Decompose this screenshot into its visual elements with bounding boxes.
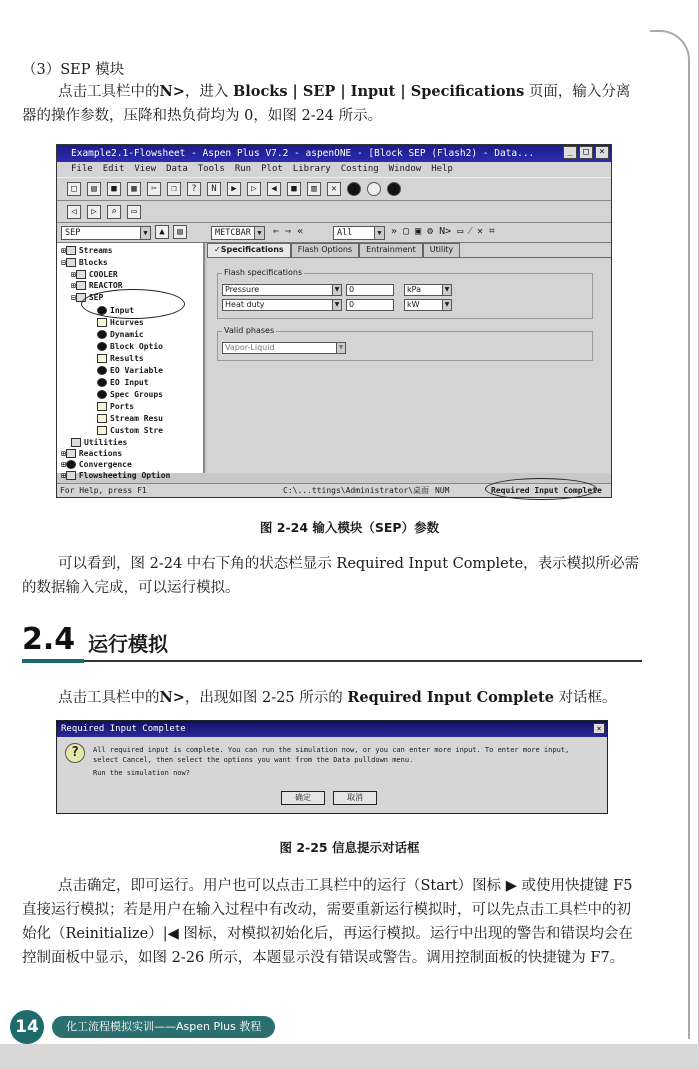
main-toolbar	[57, 177, 611, 201]
menubar	[57, 162, 611, 177]
page-corner	[650, 30, 690, 70]
figure-2-24-caption: 图 2-24 输入模块（SEP）参数	[259, 520, 440, 535]
tab-utility[interactable]: Utility	[423, 243, 461, 257]
tree-cooler[interactable]: ⊞ COOLER	[71, 270, 118, 279]
nav-arrows-icon[interactable]: ⇐ ⇒ «	[273, 226, 304, 237]
valid-phases-select[interactable]: Vapor-Liquid ▼	[222, 342, 346, 354]
menu-file[interactable]: File	[71, 164, 93, 174]
book-title: 化工流程模拟实训——Aspen Plus 教程	[52, 1016, 275, 1038]
page-edge	[688, 68, 690, 1039]
save-icon[interactable]: ■	[107, 182, 121, 196]
status-required: Required Input Complete	[491, 486, 602, 495]
section-title: 运行模拟	[88, 632, 168, 656]
up-folder-icon[interactable]: ▲	[155, 225, 169, 239]
tree-toggle-icon[interactable]: ▤	[173, 225, 187, 239]
stop-icon[interactable]: ■	[287, 182, 301, 196]
spec-1-select[interactable]: Pressure ▼	[222, 284, 342, 296]
next-icon[interactable]: N	[207, 182, 221, 196]
status-dot-icon	[347, 182, 361, 196]
tree-blocks[interactable]: ⊟ Blocks	[61, 258, 108, 267]
nav-more-icon[interactable]: » ▢ ▣ ⚙ N> ▭ ⁄ ✕ ⌗	[391, 226, 495, 237]
tree-reactions[interactable]: ⊞ Reactions	[61, 449, 123, 458]
maximize-button[interactable]: □	[579, 146, 593, 159]
section-3-paragraph: 点击工具栏中的N>，进入 Blocks | SEP | Input | Specifications 页面，输入分离器的操作参数，压降和热负荷均为 0，如图 2-24 所示。	[22, 83, 631, 124]
window-title: Example2.1-Flowsheet - Aspen Plus V7.2 - aspenONE - [Block SEP (Flash2) - Data...	[71, 148, 535, 159]
tree-streams[interactable]: ⊞ Streams	[61, 246, 113, 255]
heading-accent	[22, 659, 84, 663]
tree-utilities[interactable]: Utilities	[71, 437, 127, 448]
page-number: 14	[10, 1010, 44, 1044]
back-icon[interactable]: ◁	[67, 205, 81, 219]
cancel-button[interactable]: 取消	[333, 791, 377, 805]
menu-run[interactable]: Run	[234, 164, 252, 174]
cut-icon[interactable]: ✂	[147, 182, 161, 196]
menu-plot[interactable]: Plot	[261, 164, 283, 174]
tree-input[interactable]: Input	[97, 305, 134, 316]
close-doc-icon[interactable]: ✕	[327, 182, 341, 196]
block-select[interactable]: SEP ▼	[61, 226, 151, 240]
tree-block-options[interactable]: Block Optio	[97, 341, 163, 352]
menu-help[interactable]: Help	[431, 164, 453, 174]
tab-flash-options[interactable]: Flash Options	[291, 243, 359, 257]
status-bar	[57, 483, 611, 497]
status-dot2-icon	[387, 182, 401, 196]
tree-reactor[interactable]: ⊞ REACTOR	[71, 281, 123, 290]
units-select[interactable]: METCBAR ▼	[211, 226, 265, 240]
layout-icon[interactable]: ▭	[127, 205, 141, 219]
menu-view[interactable]: View	[134, 164, 157, 174]
required-input-dialog	[56, 720, 608, 814]
window-titlebar	[57, 145, 611, 162]
tab-specifications[interactable]: ✓Specifications	[207, 243, 291, 257]
spec-2-select[interactable]: Heat duty ▼	[222, 299, 342, 311]
tree-results[interactable]: Results	[97, 353, 144, 364]
help-icon[interactable]: ?	[187, 182, 201, 196]
tree-custom-stream[interactable]: Custom Stre	[97, 425, 163, 436]
menu-edit[interactable]: Edit	[102, 164, 125, 174]
annotation-ellipse-status	[485, 478, 597, 500]
figure-2-25-caption: 图 2-25 信息提示对话框	[279, 840, 420, 855]
status-help: For Help, press F1	[60, 486, 147, 495]
status-circle-icon	[367, 182, 381, 196]
section-3-heading-text: （3）SEP 模块	[22, 62, 125, 78]
tree-sep[interactable]: ⊟ SEP	[71, 293, 104, 302]
dialog-message: All required input is complete. You can run the simulation now, or you can enter more input. To enter more input, select Cancel, then select the options you want from the Data pulldown menu.	[93, 746, 570, 764]
section-number: 2.4	[22, 622, 76, 657]
tree-stream-results[interactable]: Stream Resu	[97, 413, 163, 424]
section-2-4-heading	[22, 622, 642, 662]
bottom-strip	[0, 1044, 699, 1069]
print-icon[interactable]: ▦	[127, 182, 141, 196]
tree-hcurves[interactable]: Hcurves	[97, 317, 144, 328]
minimize-button[interactable]: _	[563, 146, 577, 159]
spec-2-value[interactable]: 0	[346, 299, 394, 311]
menu-library[interactable]: Library	[292, 164, 331, 174]
menu-window[interactable]: Window	[388, 164, 422, 174]
status-path: C:\...ttings\Administrator\桌面	[283, 486, 430, 495]
dialog-question: Run the simulation now?	[93, 769, 190, 777]
dialog-titlebar	[57, 721, 607, 737]
new-file-icon[interactable]: □	[67, 182, 81, 196]
valid-phases-group: Valid phases Vapor-Liquid ▼	[217, 331, 593, 361]
spec-1-unit[interactable]: kPa ▼	[404, 284, 452, 296]
open-file-icon[interactable]: ▤	[87, 182, 101, 196]
para-run: 点击工具栏中的N>，出现如图 2-25 所示的 Required Input Complete 对话框。	[58, 689, 617, 706]
menu-tools[interactable]: Tools	[197, 164, 225, 174]
menu-data[interactable]: Data	[166, 164, 188, 174]
tree-spec-groups[interactable]: Spec Groups	[97, 389, 163, 400]
ok-button[interactable]: 确定	[281, 791, 325, 805]
copy-icon[interactable]: ❐	[167, 182, 181, 196]
spec-1-value[interactable]: 0	[346, 284, 394, 296]
tree-flowsheeting[interactable]: ⊞ Flowsheeting Option	[61, 471, 171, 480]
para-final: 点击确定，即可运行。用户也可以点击工具栏中的运行（Start）图标 ▶ 或使用快捷键 F5 直接运行模拟；若是用户在输入过程中有改动，需要重新运行模拟时，可以先点击工具栏中的初始化（Reinitialize）|◀ 图标，对模拟初始化后，再运行模拟。运行中出现的警告和错误均会在控制面板中显示，如图 2-26 所示，本题显示没有错误或警告。调用控制面板的快捷键为 F7。	[22, 878, 633, 966]
specifications-panel	[207, 243, 611, 473]
secondary-toolbar	[57, 201, 611, 223]
question-icon: ?	[65, 743, 85, 763]
dialog-close-button[interactable]: ×	[593, 723, 605, 734]
tree-dynamic[interactable]: Dynamic	[97, 329, 144, 340]
next-inline-icon: N>	[159, 689, 185, 706]
tab-entrainment[interactable]: Entrainment	[359, 243, 423, 257]
aspen-window-screenshot	[56, 144, 612, 498]
tree-convergence[interactable]: ⊞ Convergence	[61, 460, 132, 469]
close-button[interactable]: ×	[595, 146, 609, 159]
run-icon-inline: N>	[159, 83, 185, 100]
tab-strip	[207, 243, 611, 258]
navigation-bar	[57, 223, 611, 243]
step-icon[interactable]: ▷	[247, 182, 261, 196]
zoom-icon[interactable]: ⌕	[107, 205, 121, 219]
forward-icon[interactable]: ▷	[87, 205, 101, 219]
menu-costing[interactable]: Costing	[340, 164, 379, 174]
annotation-ellipse-sep	[81, 289, 185, 319]
spec-2-unit[interactable]: kW ▼	[404, 299, 452, 311]
tree-ports[interactable]: Ports	[97, 401, 134, 412]
dialog-title: Required Input Complete	[61, 724, 186, 734]
results-icon[interactable]: ▥	[307, 182, 321, 196]
flash-specifications-group: Flash specifications Pressure ▼ 0 kPa ▼ Heat duty ▼ 0 kW ▼	[217, 273, 593, 319]
tree-eo-variables[interactable]: EO Variable	[97, 365, 163, 376]
para-after-figure: 可以看到，图 2-24 中右下角的状态栏显示 Required Input Complete，表示模拟所必需的数据输入完成，可以运行模拟。	[22, 556, 640, 596]
tree-eo-input[interactable]: EO Input	[97, 377, 149, 388]
reinitialize-icon[interactable]: ◀	[267, 182, 281, 196]
run-icon[interactable]: ▶	[227, 182, 241, 196]
status-num: NUM	[435, 486, 450, 495]
data-browser-tree	[57, 243, 205, 480]
section-3-heading	[22, 58, 644, 82]
filter-select[interactable]: All ▼	[333, 226, 385, 240]
